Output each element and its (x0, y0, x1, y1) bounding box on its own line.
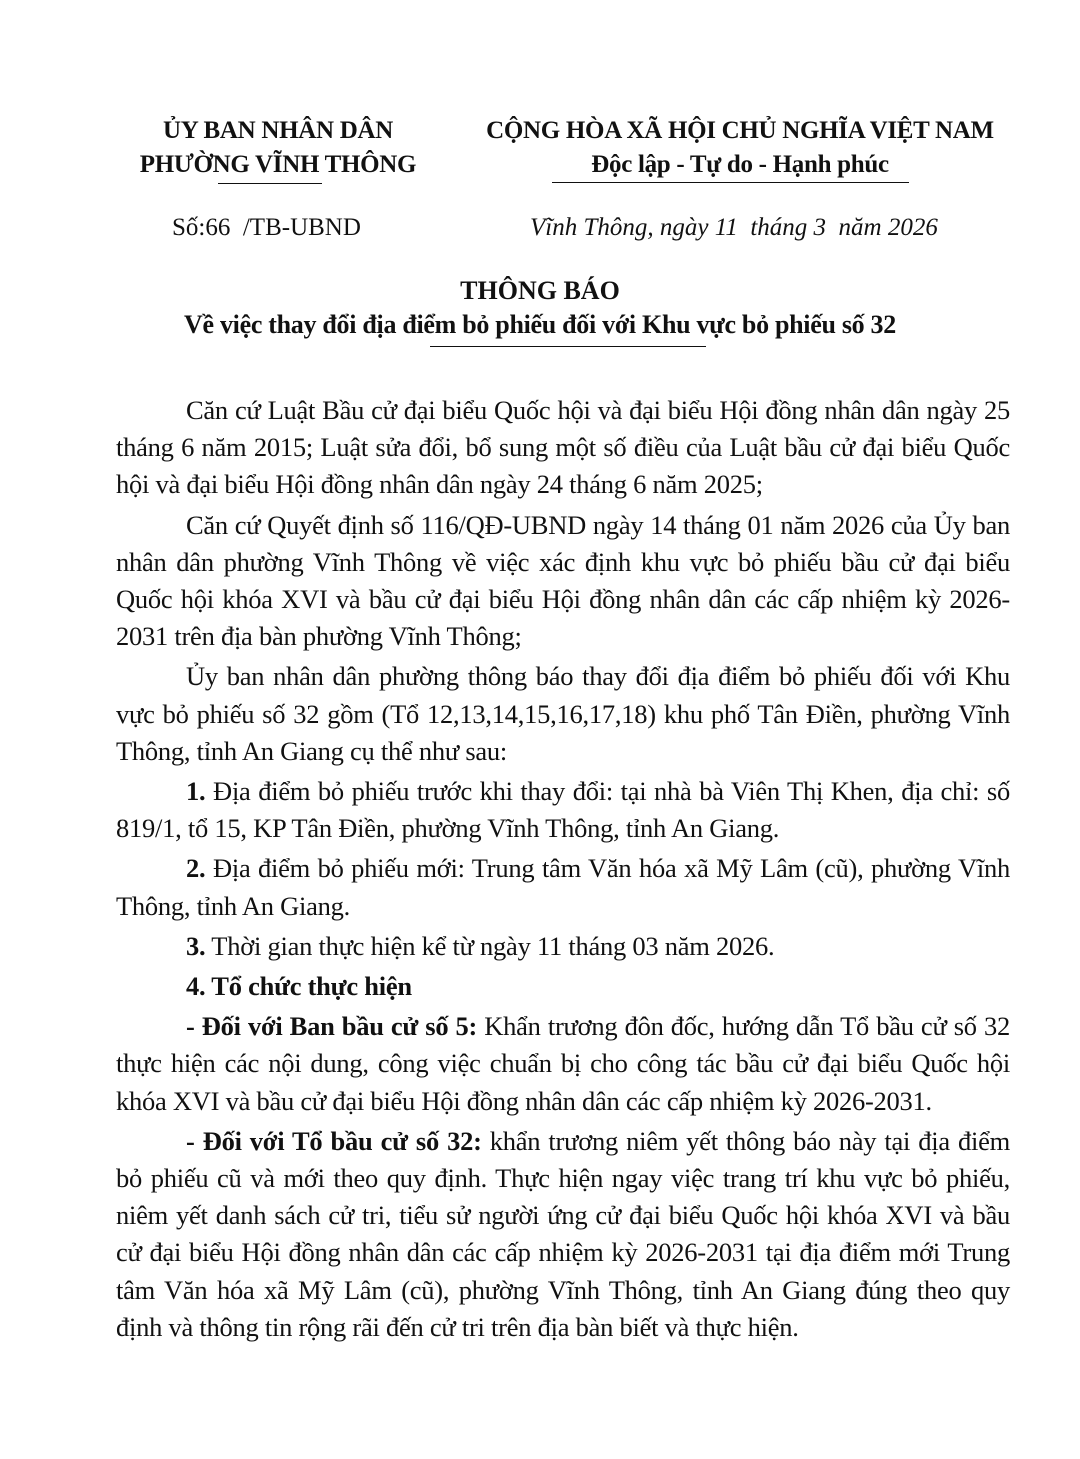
document-title: THÔNG BÁO (460, 276, 620, 305)
item-3-text: Thời gian thực hiện kể từ ngày 11 tháng 03 năm 2026. (205, 930, 775, 961)
document-subtitle: Về việc thay đổi địa điểm bỏ phiếu đối với Khu vực bỏ phiếu số 32 (184, 310, 896, 339)
entry-1-lead: - Đối với Ban bầu cử số 5: (186, 1011, 478, 1042)
entry-2-lead: - Đối với Tổ bầu cử số 32: (186, 1125, 482, 1156)
authority-line-2: PHƯỜNG VĨNH THÔNG (139, 151, 417, 178)
item-1 (116, 773, 1010, 847)
authority-line-1: ỦY BAN NHÂN DÂN (163, 117, 393, 144)
item-2-text: Địa điểm bỏ phiếu mới: Trung tâm Văn hóa xã Mỹ Lâm (cũ), phường Vĩnh Thông, tỉnh An Giang. (116, 853, 1010, 921)
item-3-number: 3. (186, 930, 206, 961)
item-1-text: Địa điểm bỏ phiếu trước khi thay đổi: tại nhà bà Viên Thị Khen, địa chỉ: số 819/1, tổ 15, KP Tân Điền, phường Vĩnh Thông, tỉnh An Giang. (116, 776, 1010, 844)
entry-1-text: Khẩn trương đôn đốc, hướng dẫn Tổ bầu cử số 32 thực hiện các nội dung, công việc chuẩn bị cho công tác bầu cử đại biểu Quốc hội khóa XVI và bầu cử đại biểu Hội đồng nhân dân các cấp nhiệm kỳ 2026-2031. (116, 1011, 1010, 1116)
item-1-number: 1. (186, 776, 206, 807)
announcement-paragraph: Ủy ban nhân dân phường thông báo thay đổi địa điểm bỏ phiếu đối với Khu vực bỏ phiếu số 32 gồm (Tổ 12,13,14,15,16,17,18) khu phố Tân Điền, phường Vĩnh Thông, tỉnh An Giang cụ thể như sau: (116, 661, 1010, 766)
document-body (116, 392, 1010, 1349)
legal-basis-paragraph-2: Căn cứ Quyết định số 116/QĐ-UBND ngày 14 tháng 01 năm 2026 của Ủy ban nhân dân phường Vĩnh Thông về việc xác định khu vực bỏ phiếu bầu cử đại biểu Quốc hội khóa XVI và bầu cử đại biểu Hội đồng nhân dân các cấp nhiệm kỳ 2026-2031 trên địa bàn phường Vĩnh Thông; (116, 509, 1010, 652)
motto: Độc lập - Tự do - Hạnh phúc (591, 151, 889, 178)
item-2-number: 2. (186, 853, 206, 884)
item-2 (116, 850, 1010, 924)
motto-underline (552, 182, 909, 183)
country-name: CỘNG HÒA XÃ HỘI CHỦ NGHĨA VIỆT NAM (486, 117, 994, 144)
national-motto (455, 114, 1025, 182)
section-4-entry-1 (116, 1008, 1010, 1120)
document-date: Vĩnh Thông, ngày 11 tháng 3 năm 2026 (530, 214, 938, 241)
document-number: Số:66 /TB-UBND (172, 214, 361, 241)
section-4-heading: 4. Tổ chức thực hiện (186, 971, 412, 1002)
issuing-authority (118, 114, 438, 182)
item-3 (116, 928, 1010, 965)
title-underline (430, 346, 706, 347)
legal-basis-paragraph-1: Căn cứ Luật Bầu cử đại biểu Quốc hội và đại biểu Hội đồng nhân dân ngày 25 tháng 6 năm 2015; Luật sửa đổi, bổ sung một số điều của Luật bầu cử đại biểu Quốc hội và đại biểu Hội đồng nhân dân ngày 24 tháng 6 năm 2025; (116, 395, 1010, 500)
section-4-entry-2 (116, 1123, 1010, 1346)
authority-underline (218, 183, 322, 184)
entry-2-text: khẩn trương niêm yết thông báo này tại địa điểm bỏ phiếu cũ và mới theo quy định. Thực hiện ngay việc trang trí khu vực bỏ phiếu, niêm yết danh sách cử tri, tiểu sử người ứng cử đại biểu Quốc hội khóa XVI và bầu cử đại biểu Hội đồng nhân dân các cấp nhiệm kỳ 2026-2031 tại địa điểm mới Trung tâm Văn hóa xã Mỹ Lâm (cũ), phường Vĩnh Thông, tỉnh An Giang đúng theo quy định và thông tin rộng rãi đến cử tri trên địa bàn biết và thực hiện. (116, 1125, 1010, 1342)
